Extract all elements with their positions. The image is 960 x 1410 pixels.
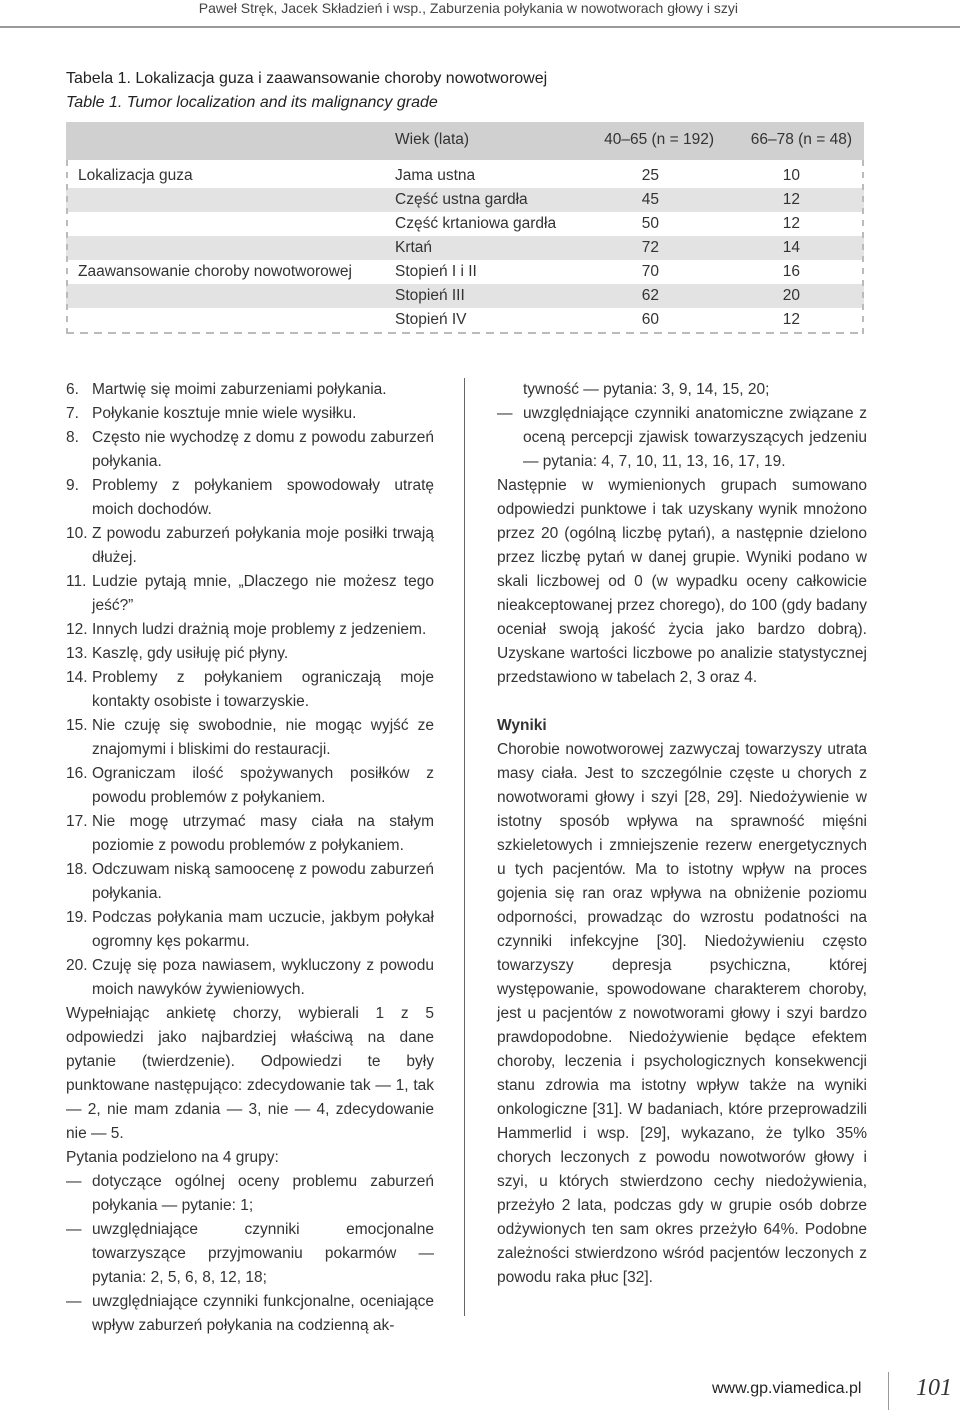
list-item bbox=[66, 426, 434, 474]
list-item-text: Innych ludzi drażnią moje problemy z jedzeniem. bbox=[92, 621, 427, 638]
table-header-age: Wiek (lata) bbox=[395, 131, 470, 148]
table-header-group-1: 40–65 (n = 192) bbox=[604, 131, 714, 148]
list-item-number: 18. bbox=[66, 861, 88, 878]
table-cell-group: Lokalizacja guza bbox=[78, 167, 193, 184]
table-row bbox=[66, 284, 864, 308]
list-item bbox=[66, 522, 434, 570]
table-cell-value-1: 25 bbox=[641, 167, 659, 184]
list-item-text: Z powodu zaburzeń połykania moje posiłki trwają dłużej. bbox=[92, 525, 434, 566]
list-item-number: 16. bbox=[66, 765, 88, 782]
list-item-number: 8. bbox=[66, 429, 79, 446]
paragraph-answers: Wypełniając ankietę chorzy, wybierali 1 z 5 odpowiedzi jako najbardziej właściwą na dane pytanie (twierdzenie). Odpowiedzi te były punktowane następująco: zdecydowanie tak — 1, tak — 2, nie mam zdania — 3, nie — 4, zdecydowanie nie — 5. bbox=[66, 1005, 434, 1142]
dash-list-item-text: uwzględniające czynniki funkcjonalne, oceniające wpływ zaburzeń połykania na codzienną ak- bbox=[92, 1293, 434, 1334]
table-cell-value-2: 16 bbox=[782, 263, 800, 280]
list-item-text: Ograniczam ilość spożywanych posiłków z powodu problemów z połykaniem. bbox=[92, 765, 434, 806]
table-row bbox=[66, 260, 864, 284]
list-item bbox=[66, 474, 434, 522]
table-cell-category: Część ustna gardła bbox=[395, 191, 528, 208]
table-cell-category: Jama ustna bbox=[395, 167, 476, 184]
table-cell-value-1: 62 bbox=[641, 287, 659, 304]
list-item bbox=[66, 402, 434, 426]
list-item bbox=[66, 762, 434, 810]
table-cell-value-2: 14 bbox=[782, 239, 800, 256]
list-item-number: 9. bbox=[66, 477, 79, 494]
table-cell-category: Część krtaniowa gardła bbox=[395, 215, 557, 232]
list-item-text: Ludzie pytają mnie, „Dlaczego nie możesz tego jeść?” bbox=[92, 573, 434, 614]
dash-list-item-text: tywność — pytania: 3, 9, 14, 15, 20; bbox=[523, 381, 770, 398]
dash-list-item-text: dotyczące ogólnej oceny problemu zaburzeń połykania — pytanie: 1; bbox=[92, 1173, 434, 1214]
table-header-row bbox=[66, 122, 864, 160]
table-cell-value-1: 60 bbox=[641, 311, 659, 328]
list-item-number: 20. bbox=[66, 957, 88, 974]
table-row bbox=[66, 164, 864, 188]
list-item-number: 13. bbox=[66, 645, 88, 662]
list-item bbox=[66, 570, 434, 618]
table-cell-group: Zaawansowanie choroby nowotworowej bbox=[78, 263, 352, 280]
dash-list-item: — uwzględniające czynniki anatomiczne związane z oceną percepcji zjawisk towarzyszących jedzeniu — pytania: 4, 7, 10, 11, 13, 16, 17, 19. bbox=[497, 405, 867, 470]
table-cell-value-1: 70 bbox=[641, 263, 659, 280]
running-head-bar bbox=[0, 0, 960, 28]
list-item bbox=[66, 378, 434, 402]
list-item-number: 11. bbox=[66, 573, 87, 590]
list-item bbox=[66, 954, 434, 1002]
list-item-text: Problemy z połykaniem ograniczają moje kontakty osobiste i towarzyskie. bbox=[92, 669, 434, 710]
table-header-group-2: 66–78 (n = 48) bbox=[750, 131, 852, 148]
dash-list-item: — dotyczące ogólnej oceny problemu zaburzeń połykania — pytanie: 1; bbox=[66, 1173, 434, 1214]
table-1 bbox=[66, 122, 864, 334]
list-item-text: Nie mogę utrzymać masy ciała na stałym poziomie z powodu problemów z połykaniem. bbox=[92, 813, 434, 854]
table-cell-value-1: 72 bbox=[641, 239, 659, 256]
dash-list-item: — uwzględniające czynniki funkcjonalne, oceniające wpływ zaburzeń połykania na codzienną ak- bbox=[66, 1293, 434, 1334]
list-item-text: Czuję się poza nawiasem, wykluczony z powodu moich nawyków żywieniowych. bbox=[92, 957, 434, 998]
paragraph-scoring: Następnie w wymienionych grupach sumowano odpowiedzi punktowe i tak uzyskany wynik mnożono przez 20 (ogólną liczbę pytań), a następnie dzielono przez liczbę pytań w danej grupie. Wyniki podano w skali liczbowej od 0 (w wypadku oceny całkowicie nieakceptowanej przez chorego), do 100 (gdy badany oceniał swoją jakość życia jako bardzo dobrą). Uzyskane wartości liczbowe po analizie statystycznej przedstawiono w tabelach 2, 3 oraz 4. bbox=[497, 477, 867, 686]
column-divider bbox=[464, 378, 465, 1316]
table-cell-value-2: 10 bbox=[782, 167, 800, 184]
list-item bbox=[66, 642, 434, 666]
paragraph-groups-intro: Pytania podzielono na 4 grupy: bbox=[66, 1149, 279, 1166]
table-cell-value-2: 12 bbox=[782, 311, 800, 328]
list-item-number: 6. bbox=[66, 381, 79, 398]
list-item-number: 7. bbox=[66, 405, 79, 422]
list-item-number: 17. bbox=[66, 813, 88, 830]
table-caption-en: Table 1. Tumor localization and its malignancy grade bbox=[66, 94, 438, 111]
dash-list-item-continuation bbox=[497, 378, 867, 402]
table-cell-value-1: 50 bbox=[641, 215, 659, 232]
table-cell-value-1: 45 bbox=[641, 191, 659, 208]
left-text-column bbox=[66, 378, 434, 1338]
list-item-number: 12. bbox=[66, 621, 88, 638]
list-item-number: 15. bbox=[66, 717, 88, 734]
table-cell-value-2: 12 bbox=[782, 191, 800, 208]
list-item-text: Kaszlę, gdy usiłuję pić płyny. bbox=[92, 645, 289, 662]
table-row bbox=[66, 212, 864, 236]
list-item-number: 19. bbox=[66, 909, 88, 926]
list-item bbox=[66, 858, 434, 906]
list-item bbox=[66, 906, 434, 954]
table-bottom-dashed-border bbox=[66, 332, 864, 334]
list-item-text: Problemy z połykaniem spowodowały utratę moich dochodów. bbox=[92, 477, 434, 518]
table-cell-value-2: 12 bbox=[782, 215, 800, 232]
list-item bbox=[66, 666, 434, 714]
table-left-dashed-border bbox=[66, 160, 68, 334]
list-item-number: 14. bbox=[66, 669, 88, 686]
table-row bbox=[66, 308, 864, 332]
table-row bbox=[66, 188, 864, 212]
list-item bbox=[66, 810, 434, 858]
dash-list-item: — uwzględniające czynniki emocjonalne towarzyszące przyjmowaniu pokarmów — pytania: 2, 5, 6, 8, 12, 18; bbox=[66, 1221, 434, 1286]
table-row bbox=[66, 236, 864, 260]
right-text-column bbox=[497, 378, 867, 1290]
list-item-text: Nie czuję się swobodnie, nie mogąc wyjść ze znajomymi i bliskimi do restauracji. bbox=[92, 717, 434, 758]
list-item-text: Często nie wychodzę z domu z powodu zaburzeń połykania. bbox=[92, 429, 434, 470]
paragraph-results: Chorobie nowotworowej zazwyczaj towarzyszy utrata masy ciała. Jest to szczególnie częste u chorych z nowotworami głowy i szyi [28, 29]. Niedożywienie w istotny sposób wpływa na sprawność mięśni szkieletowych i zmniejszenie rezerw energetycznych u tych pacjentów. Ma to istotny wpływ na proces gojenia się ran oraz wpływa na obniżenie poziomu odporności, prowadząc do wzrostu podatności na czynniki infekcyjne [30]. Niedożywieniu często towarzyszy depresja psychiczna, której występowanie, spowodowane charakterem choroby, jest u pacjentów z nowotworami głowy i szyi bardzo prawdopodobne. Niedożywienie będące efektem choroby, leczenia i psychologicznych konsekwencji stanu zdrowia ma istotny wpływ także na wyniki onkologiczne [31]. W badaniach, które przeprowadzili Hammerlid i wsp. [29], wykazano, że tylko 35% chorych leczonych z powodu nowotworów głowy i szyi, u których stwierdzono cechy niedożywienia, przeżyło 2 lata, podczas gdy w grupie osób dobrze odżywionych ten sam okres przeżyło 64%. Podobne zależności stwierdzono wśród pacjentów leczonych z powodu raka płuc [32]. bbox=[497, 741, 867, 1286]
page-number: 101 bbox=[916, 1375, 952, 1401]
table-caption-pl: Tabela 1. Lokalizacja guza i zaawansowanie choroby nowotworowej bbox=[66, 70, 548, 87]
footer-divider bbox=[888, 1372, 889, 1410]
list-item-text: Podczas połykania mam uczucie, jakbym połykał ogromny kęs pokarmu. bbox=[92, 909, 434, 950]
list-item bbox=[66, 714, 434, 762]
list-item-number: 10. bbox=[66, 525, 88, 542]
list-item-text: Połykanie kosztuje mnie wiele wysiłku. bbox=[92, 405, 357, 422]
running-head: Paweł Stręk, Jacek Składzień i wsp., Zaburzenia połykania w nowotworach głowy i szyi bbox=[198, 0, 738, 16]
table-cell-category: Stopień I i II bbox=[395, 263, 477, 280]
table-right-dashed-border bbox=[862, 160, 864, 334]
section-heading-results: Wyniki bbox=[497, 717, 547, 734]
dash-list-item-text: uwzględniające czynniki anatomiczne związane z oceną percepcji zjawisk towarzyszących jedzeniu — pytania: 4, 7, 10, 11, 13, 16, 17, 19. bbox=[523, 405, 867, 470]
table-cell-category: Stopień III bbox=[395, 287, 465, 304]
table-cell-category: Stopień IV bbox=[395, 311, 467, 328]
table-cell-value-2: 20 bbox=[782, 287, 800, 304]
list-item-text: Odczuwam niską samoocenę z powodu zaburzeń połykania. bbox=[92, 861, 434, 902]
footer-url: www.gp.viamedica.pl bbox=[712, 1380, 862, 1397]
dash-list-item-text: uwzględniające czynniki emocjonalne towarzyszące przyjmowaniu pokarmów — pytania: 2, 5, 6, 8, 12, 18; bbox=[92, 1221, 434, 1286]
table-cell-category: Krtań bbox=[395, 239, 433, 256]
list-item-text: Martwię się moimi zaburzeniami połykania. bbox=[92, 381, 387, 398]
list-item bbox=[66, 618, 434, 642]
